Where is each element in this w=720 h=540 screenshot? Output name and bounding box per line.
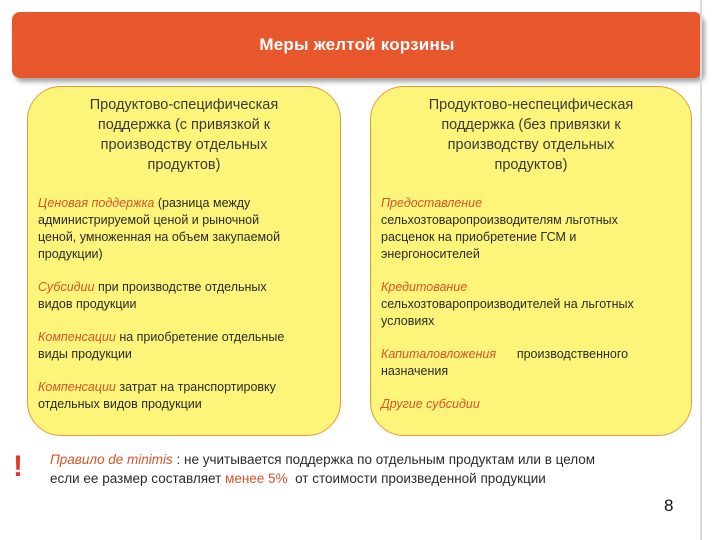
item-lead: Компенсации (38, 380, 116, 394)
item-text: сельхозтоваропроизводителям льготных (381, 213, 618, 227)
list-item (38, 379, 334, 413)
note-text: : не учитывается поддержка по отдельным продуктам или в целом (172, 452, 596, 467)
item-text: виды продукции (38, 347, 132, 361)
exclamation-icon: ! (13, 450, 23, 483)
left-heading-line: продуктов) (147, 157, 221, 173)
page-number: 8 (664, 496, 674, 515)
right-panel (370, 86, 692, 436)
right-panel-items (381, 195, 685, 429)
note-text: если ее размер составляет (50, 471, 226, 486)
banner-title: Меры желтой корзины (259, 35, 455, 54)
right-panel-heading (371, 95, 691, 175)
item-text: на приобретение отдельные (115, 330, 285, 344)
left-panel-heading (28, 95, 340, 175)
list-item (381, 279, 685, 330)
item-lead: Кредитование (381, 280, 468, 294)
list-item (38, 329, 334, 363)
list-item (38, 195, 334, 263)
item-text: продукции) (38, 247, 103, 261)
left-heading-line: поддержка (с привязкой к (97, 117, 271, 133)
note-text: от стоимости произведенной продукции (287, 471, 546, 486)
item-lead: Компенсации (38, 330, 116, 344)
right-heading-line: продуктов) (494, 157, 568, 173)
note-line-2 (50, 469, 595, 488)
item-text: затрат на транспортировку (115, 380, 276, 394)
left-panel (27, 86, 341, 436)
list-item (381, 195, 685, 263)
item-lead: Ценовая поддержка (38, 196, 155, 210)
item-text: сельхозтоваропроизводителей на льготных (381, 297, 634, 311)
item-text: энергоносителей (381, 247, 480, 261)
rule-label: Правило de minimis (50, 452, 173, 467)
item-lead: Предоставление (381, 196, 483, 210)
item-text: (разница между (154, 196, 251, 210)
item-text: производственного (496, 347, 629, 361)
rule-note (50, 450, 595, 488)
right-heading-line: поддержка (без привязки к (441, 117, 621, 133)
item-text: ценой, умноженная на объем закупаемой (38, 230, 281, 244)
list-item (381, 346, 685, 380)
item-text: отдельных видов продукции (38, 397, 202, 411)
title-banner (12, 12, 702, 78)
right-heading-line: Продуктово-неспецифическая (428, 97, 634, 113)
slide-edge-divider (700, 0, 702, 540)
note-line-1 (50, 450, 595, 469)
item-text: расценок на приобретение ГСМ и (381, 230, 577, 244)
item-text: при производстве отдельных (94, 280, 267, 294)
left-heading-line: Продуктово-специфическая (89, 97, 279, 113)
threshold-highlight: менее 5% (225, 471, 288, 486)
left-heading-line: производству отдельных (100, 137, 268, 153)
item-text: администрируемой ценой и рыночной (38, 213, 260, 227)
list-item (381, 396, 685, 413)
item-lead: Капиталовложения (381, 347, 496, 361)
item-text: назначения (381, 364, 449, 378)
item-text: видов продукции (38, 297, 137, 311)
list-item (38, 279, 334, 313)
left-panel-items (38, 195, 334, 429)
item-text: условиях (381, 314, 435, 328)
item-lead: Другие субсидии (381, 397, 480, 411)
right-heading-line: производству отдельных (447, 137, 615, 153)
item-lead: Субсидии (38, 280, 95, 294)
